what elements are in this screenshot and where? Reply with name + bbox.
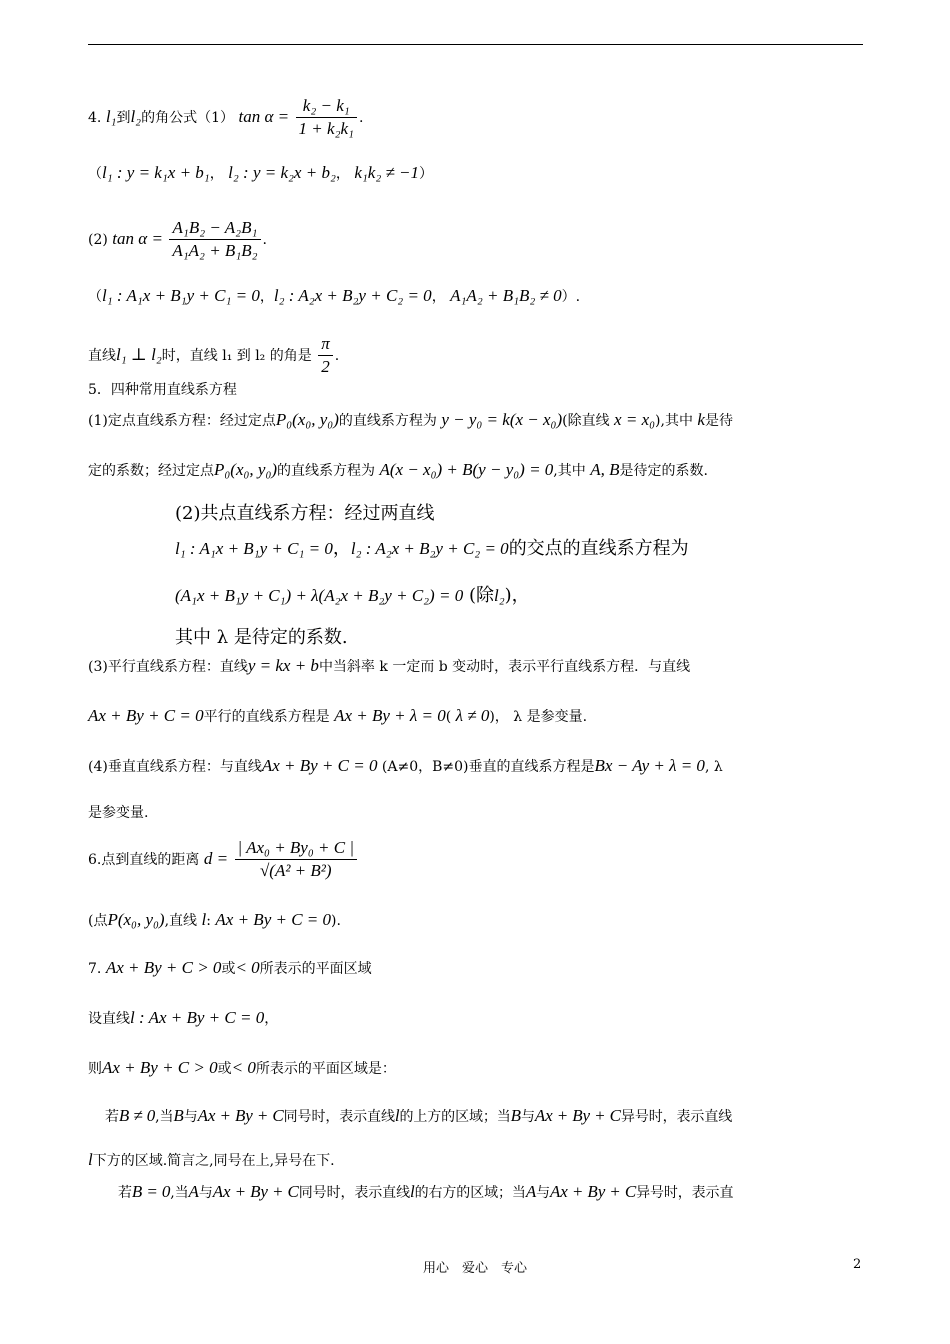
item7-case-b-nonzero-cont: l下方的区域.简言之,同号在上,异号在下. — [88, 1150, 335, 1169]
item6-distance-condition: (点P(x₀, y₀),直线 l: Ax + By + C = 0). — [88, 910, 341, 929]
item4-perpendicular-note: 直线l₁ ⊥ l₂时，直线 l₁ 到 l₂ 的角是 $\frac{\pi}{2}$ . — [88, 334, 340, 377]
item7-heading: 7. Ax + By + C > 0或< 0所表示的平面区域 — [88, 958, 372, 977]
item7-case-b-zero: 若B = 0,当A与Ax + By + C同号时，表示直线l的右方的区域；当A与Ax + By + C异号时，表示直 — [118, 1182, 734, 1201]
item5-fixed-point-line-1: (1)定点直线系方程：经过定点P₀(x₀, y₀)的直线系方程为 y − y₀ = k(x − x₀)(除直线 x = x₀),其中 k是待 — [88, 410, 733, 429]
item4-condition-2: （l₁ : A₁x + B₁y + C₁ = 0，l₂ : A₂x + B₂y + C₂ = 0， A₁A₂ + B₁B₂ ≠ 0）. — [88, 286, 581, 305]
item5-fixed-point-line-2: 定的系数；经过定点P₀(x₀, y₀)的直线系方程为 A(x − x₀) + B(y − y₀) = 0,其中 A, B是待定的系数. — [88, 460, 708, 479]
footer-motto: 用心 爱心 专心 — [422, 1261, 527, 1276]
fraction: $\frac{\text{k₂ − k₁}}{\text{1 + k₂k₁}}$ — [296, 96, 357, 140]
item5-parallel-line-2: Ax + By + C = 0平行的直线系方程是 Ax + By + λ = 0( λ ≠ 0)， λ 是参变量. — [88, 706, 588, 725]
item7-then: 则Ax + By + C > 0或< 0所表示的平面区域是： — [88, 1058, 396, 1077]
header-rule — [88, 44, 863, 45]
item5-perpendicular-line-2: 是参变量. — [88, 805, 149, 821]
item7-case-b-nonzero: 若B ≠ 0,当B与Ax + By + C同号时，表示直线l的上方的区域；当B与Ax + By + C异号时，表示直线 — [105, 1106, 733, 1125]
item5-perpendicular-line-1: (4)垂直直线系方程：与直线Ax + By + C = 0 (A≠0，B≠0)垂直的直线系方程是Bx − Ay + λ = 0, λ — [88, 756, 723, 775]
item5-concurrent-lines: l₁ : A₁x + B₁y + C₁ = 0，l₂ : A₂x + B₂y + C₂ = 0的交点的直线系方程为 — [175, 538, 689, 559]
fraction: $\frac{\pi}{2}$ — [318, 334, 333, 378]
item5-concurrent-equation: (A₁x + B₁y + C₁) + λ(A₂x + B₂y + C₂) = 0 (除l₂)， — [175, 585, 530, 606]
item4-angle-formula-1: 4. l₁到l₂的角公式（1） tan α = $\frac{\text{k₂ − k₁}}{\text{1 + k₂k₁}}$ . — [88, 96, 364, 139]
item4-angle-formula-2: (2) tan α = $\frac{\text{A₁B₂ − A₂B₁}}{\text{A₁A₂ + B₁B₂}}$ . — [88, 218, 267, 261]
fraction: $\frac{\text{| Ax₀ + By₀ + C |}}{\text{√(A² + B²)}}$ — [235, 838, 358, 882]
item5-parallel-line-1: (3)平行直线系方程：直线y = kx + b中当斜率 k 一定而 b 变动时，表示平行直线系方程．与直线 — [88, 656, 691, 675]
item5-concurrent-note: 其中 λ 是待定的系数. — [175, 627, 348, 648]
item5-title: 5．四种常用直线系方程 — [88, 382, 237, 398]
item5-concurrent-heading: (2)共点直线系方程：经过两直线 — [175, 503, 435, 524]
item4-condition-1: （l₁ : y = k₁x + b₁， l₂ : y = k₂x + b₂， k₁k₂ ≠ −1） — [88, 163, 434, 182]
page-number: 2 — [853, 1257, 862, 1272]
item7-let-line: 设直线l : Ax + By + C = 0， — [88, 1008, 279, 1027]
item6-distance-formula: 6.点到直线的距离 d = $\frac{\text{| Ax₀ + By₀ + C |}}{\text{√(A² + B²)}}$ — [88, 838, 359, 882]
fraction: $\frac{\text{A₁B₂ − A₂B₁}}{\text{A₁A₂ + B₁B₂}}$ — [169, 218, 260, 262]
